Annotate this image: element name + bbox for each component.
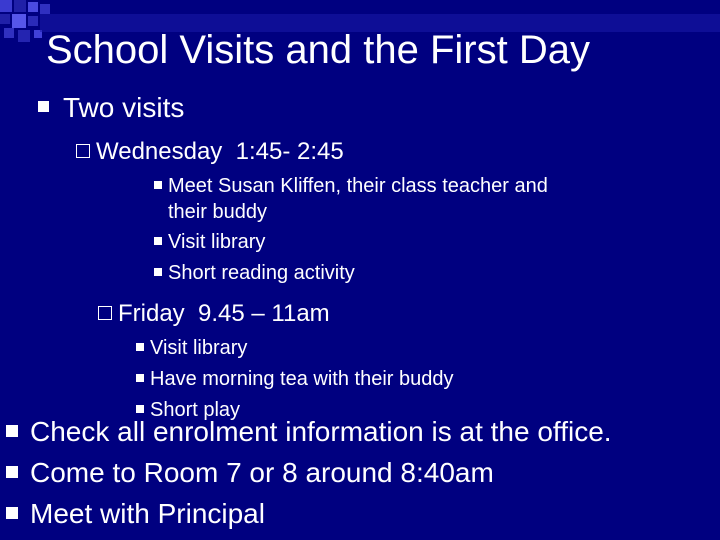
deco-square: [0, 14, 10, 24]
square-bullet-icon: [154, 237, 162, 245]
bullet-text: Short reading activity: [168, 262, 355, 284]
bullet-text: Visit library: [150, 337, 248, 359]
slide-title: School Visits and the First Day: [46, 28, 590, 72]
deco-square: [4, 28, 14, 38]
hollow-square-bullet-icon: [76, 144, 90, 158]
bullet-text: Meet Susan Kliffen, their class teacher and: [168, 175, 548, 197]
square-bullet-icon: [154, 181, 162, 189]
wed-item-continued: [168, 200, 267, 224]
deco-square: [28, 16, 38, 26]
deco-square: [40, 4, 50, 14]
deco-square: [0, 0, 12, 12]
bullet-text: their buddy: [168, 201, 267, 223]
main-item: [6, 416, 612, 448]
deco-square: [12, 14, 26, 28]
bullet-text: Check all enrolment information is at the office.: [30, 416, 612, 447]
wed-item: [154, 261, 355, 285]
bullet-text: Short play: [150, 399, 241, 421]
square-bullet-icon: [6, 507, 18, 519]
deco-square: [18, 30, 30, 42]
bullet-friday: [98, 300, 330, 328]
bullet-text: Have morning tea with their buddy: [150, 368, 454, 390]
square-bullet-icon: [6, 425, 18, 437]
deco-square: [28, 2, 38, 12]
bullet-text: Come to Room 7 or 8 around 8:40am: [30, 457, 494, 488]
square-bullet-icon: [136, 405, 144, 413]
wed-item: [154, 174, 548, 198]
bullet-text: Meet with Principal: [30, 498, 265, 529]
square-bullet-icon: [136, 374, 144, 382]
bullet-two-visits: [38, 92, 184, 124]
bullet-wednesday: [76, 138, 344, 166]
main-item: [6, 498, 265, 530]
bullet-text: Friday 9.45 – 11am: [118, 300, 330, 327]
bullet-text: Two visits: [63, 92, 185, 123]
fri-item: [136, 367, 454, 391]
square-bullet-icon: [136, 343, 144, 351]
wed-item: [154, 230, 265, 254]
hollow-square-bullet-icon: [98, 306, 112, 320]
main-item: [6, 457, 494, 489]
bullet-text: Wednesday 1:45- 2:45: [96, 138, 344, 165]
bullet-text: Visit library: [168, 231, 266, 253]
deco-square: [14, 0, 26, 12]
square-bullet-icon: [154, 268, 162, 276]
fri-item: [136, 336, 247, 360]
square-bullet-icon: [6, 466, 18, 478]
square-bullet-icon: [38, 101, 49, 112]
